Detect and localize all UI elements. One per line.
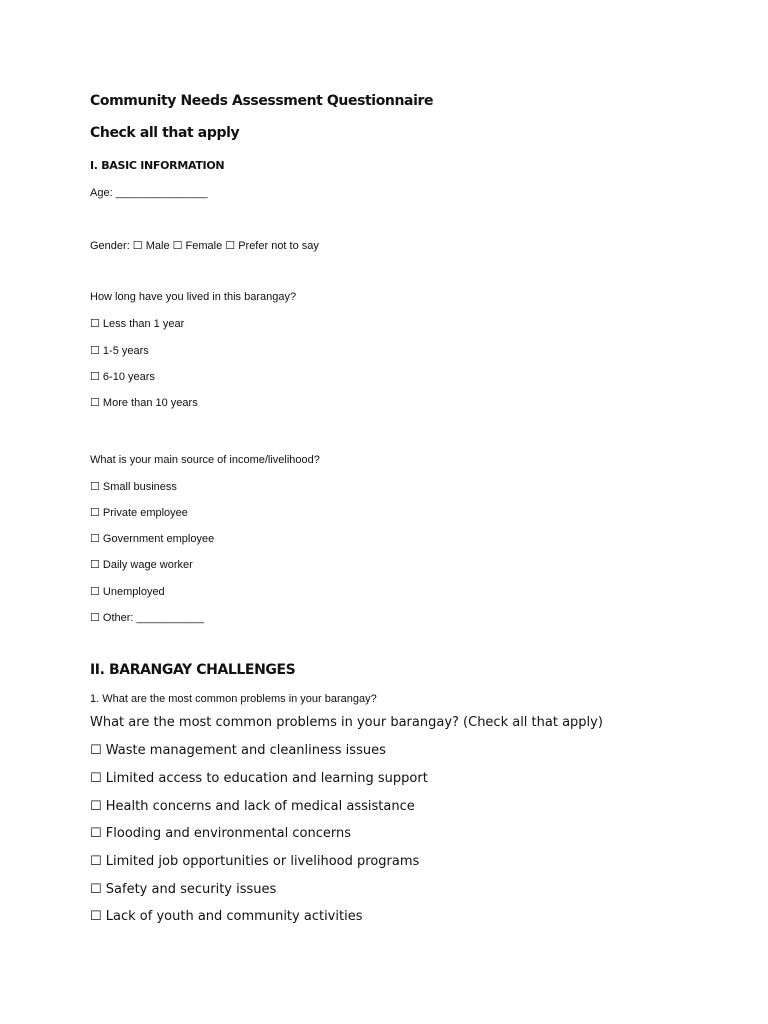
problem-option[interactable]: ☐ Health concerns and lack of medical assistance <box>90 799 415 814</box>
section-heading-basic-information: I. BASIC INFORMATION <box>90 159 225 172</box>
gender-options[interactable]: Gender: ☐ Male ☐ Female ☐ Prefer not to say <box>90 240 319 252</box>
document-subtitle: Check all that apply <box>90 125 240 141</box>
section-heading-barangay-challenges: II. BARANGAY CHALLENGES <box>90 662 296 678</box>
problem-option[interactable]: ☐ Limited job opportunities or livelihood programs <box>90 854 420 869</box>
problem-option[interactable]: ☐ Limited access to education and learning support <box>90 771 428 786</box>
income-option[interactable]: ☐ Other: ___________ <box>90 612 204 624</box>
age-field[interactable]: Age: _______________ <box>90 187 208 199</box>
income-option[interactable]: ☐ Daily wage worker <box>90 559 193 571</box>
residency-question: How long have you lived in this barangay? <box>90 291 297 303</box>
income-option[interactable]: ☐ Unemployed <box>90 586 165 598</box>
problems-question-numbered: 1. What are the most common problems in your barangay? <box>90 693 377 705</box>
residency-option[interactable]: ☐ More than 10 years <box>90 397 198 409</box>
income-question: What is your main source of income/livelihood? <box>90 454 320 466</box>
residency-option[interactable]: ☐ 1-5 years <box>90 345 149 357</box>
income-option[interactable]: ☐ Small business <box>90 481 177 493</box>
document-title: Community Needs Assessment Questionnaire <box>90 93 434 109</box>
income-option[interactable]: ☐ Government employee <box>90 533 215 545</box>
problem-option[interactable]: ☐ Flooding and environmental concerns <box>90 826 351 841</box>
residency-option[interactable]: ☐ 6-10 years <box>90 371 155 383</box>
problem-option[interactable]: ☐ Lack of youth and community activities <box>90 909 363 924</box>
income-option[interactable]: ☐ Private employee <box>90 507 188 519</box>
problem-option[interactable]: ☐ Waste management and cleanliness issues <box>90 743 386 758</box>
problem-option[interactable]: ☐ Safety and security issues <box>90 882 277 897</box>
residency-option[interactable]: ☐ Less than 1 year <box>90 318 185 330</box>
problems-question: What are the most common problems in your barangay? (Check all that apply) <box>90 715 603 730</box>
